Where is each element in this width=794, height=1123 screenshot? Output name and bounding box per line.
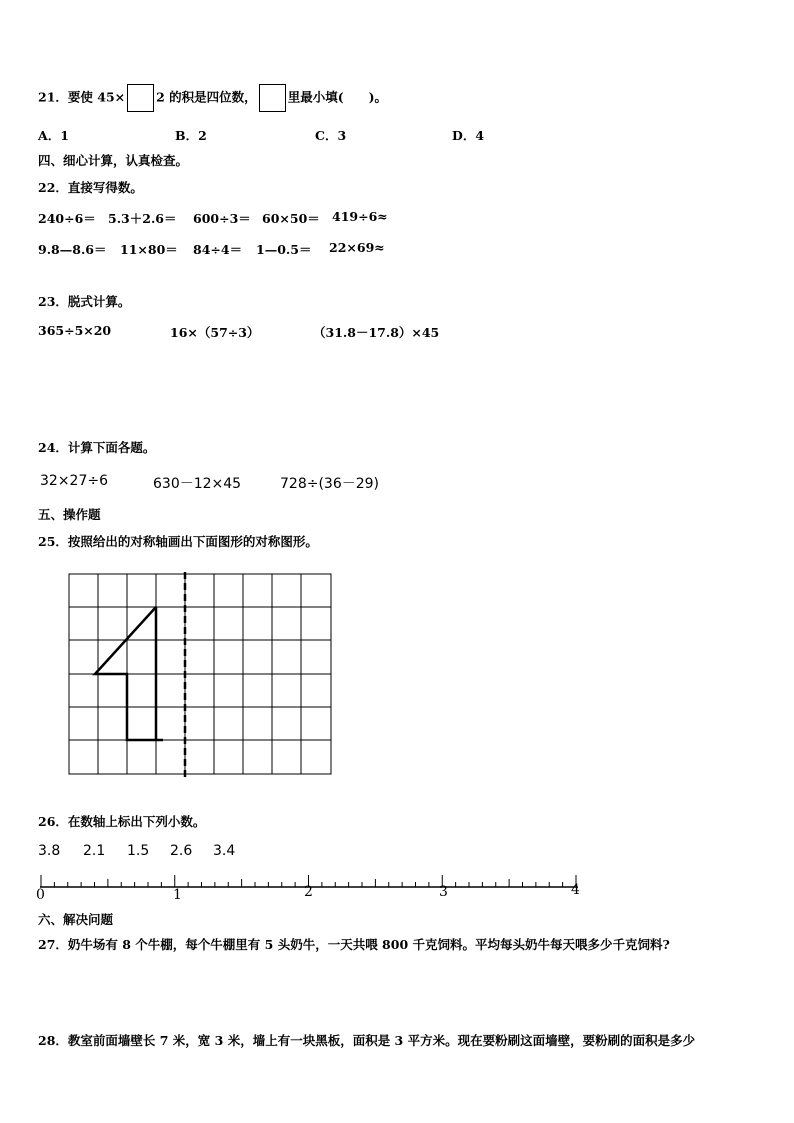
q24-item: 630－12×45	[153, 476, 242, 492]
q23-title: 23．脱式计算。	[38, 294, 131, 309]
q22-row-1	[38, 209, 738, 225]
decimal-value: 3.8	[38, 843, 61, 859]
q23-item: 365÷5×20	[38, 323, 112, 338]
section-6-heading: 六、解决问题	[38, 912, 114, 927]
q24-items	[40, 473, 740, 491]
q21-option-d[interactable]: D．4	[452, 128, 485, 143]
q22-r2-item: 1—0.5＝	[256, 242, 312, 257]
q24-title: 24．计算下面各题。	[38, 440, 156, 455]
symmetry-grid[interactable]	[66, 571, 334, 779]
axis-label-3: 3	[439, 884, 448, 900]
axis-label-2: 2	[304, 884, 313, 900]
q22-r1-item: 600÷3＝	[193, 211, 251, 226]
q23-items	[38, 323, 738, 339]
q27-text: 27．奶牛场有 8 个牛棚，每个牛棚里有 5 头奶牛，一天共喂 800 千克饲料。平均每头奶牛每天喂多少千克饲料?	[38, 937, 670, 952]
q24-item: 728÷(36－29)	[280, 476, 380, 492]
q23-item: 16×（57÷3）	[170, 325, 260, 340]
decimal-value: 1.5	[127, 843, 150, 859]
q21-text-3: 里最小填( )。	[287, 89, 388, 105]
q21-option-a[interactable]: A．1	[38, 128, 69, 143]
q22-r1-item: 5.3＋2.6＝	[108, 211, 177, 226]
q21-text-2: 2 的积是四位数，	[156, 89, 257, 105]
q23-item: （31.8－17.8）×45	[313, 325, 440, 340]
q22-r2-item: 22×69≈	[329, 240, 385, 255]
q21-option-b[interactable]: B．2	[175, 128, 207, 143]
decimal-value: 2.6	[170, 843, 193, 859]
q25-title: 25．按照给出的对称轴画出下面图形的对称图形。	[38, 534, 318, 549]
decimal-value: 2.1	[83, 843, 106, 859]
q26-decimals	[38, 843, 338, 861]
section-4-heading: 四、细心计算，认真检查。	[38, 153, 189, 168]
q24-item: 32×27÷6	[40, 473, 108, 489]
axis-label-4: 4	[571, 882, 580, 898]
q22-row-2	[38, 240, 738, 256]
axis-label-1: 1	[173, 887, 182, 903]
q22-r2-item: 84÷4＝	[193, 242, 243, 257]
section-5-heading: 五、操作题	[38, 507, 101, 522]
q22-title: 22．直接写得数。	[38, 180, 143, 195]
axis-label-0: 0	[36, 887, 45, 903]
q21-text-1: 21．要使 45×	[38, 89, 126, 105]
q22-r2-item: 11×80＝	[120, 242, 178, 257]
q26-title: 26．在数轴上标出下列小数。	[38, 814, 206, 829]
number-line[interactable]	[36, 868, 586, 904]
q21-blank-box-2[interactable]	[259, 84, 286, 112]
decimal-value: 3.4	[213, 843, 236, 859]
question-21	[38, 84, 387, 112]
q22-r1-item: 240÷6＝	[38, 211, 96, 226]
q21-blank-box-1[interactable]	[127, 84, 154, 112]
q21-option-c[interactable]: C．3	[315, 128, 347, 143]
q22-r2-item: 9.8—8.6＝	[38, 242, 107, 257]
q22-r1-item: 60×50＝	[262, 211, 320, 226]
q22-r1-item: 419÷6≈	[332, 209, 388, 224]
q28-text: 28．教室前面墙壁长 7 米，宽 3 米，墙上有一块黑板，面积是 3 平方米。现在要粉刷这面墙壁，要粉刷的面积是多少	[38, 1033, 696, 1048]
